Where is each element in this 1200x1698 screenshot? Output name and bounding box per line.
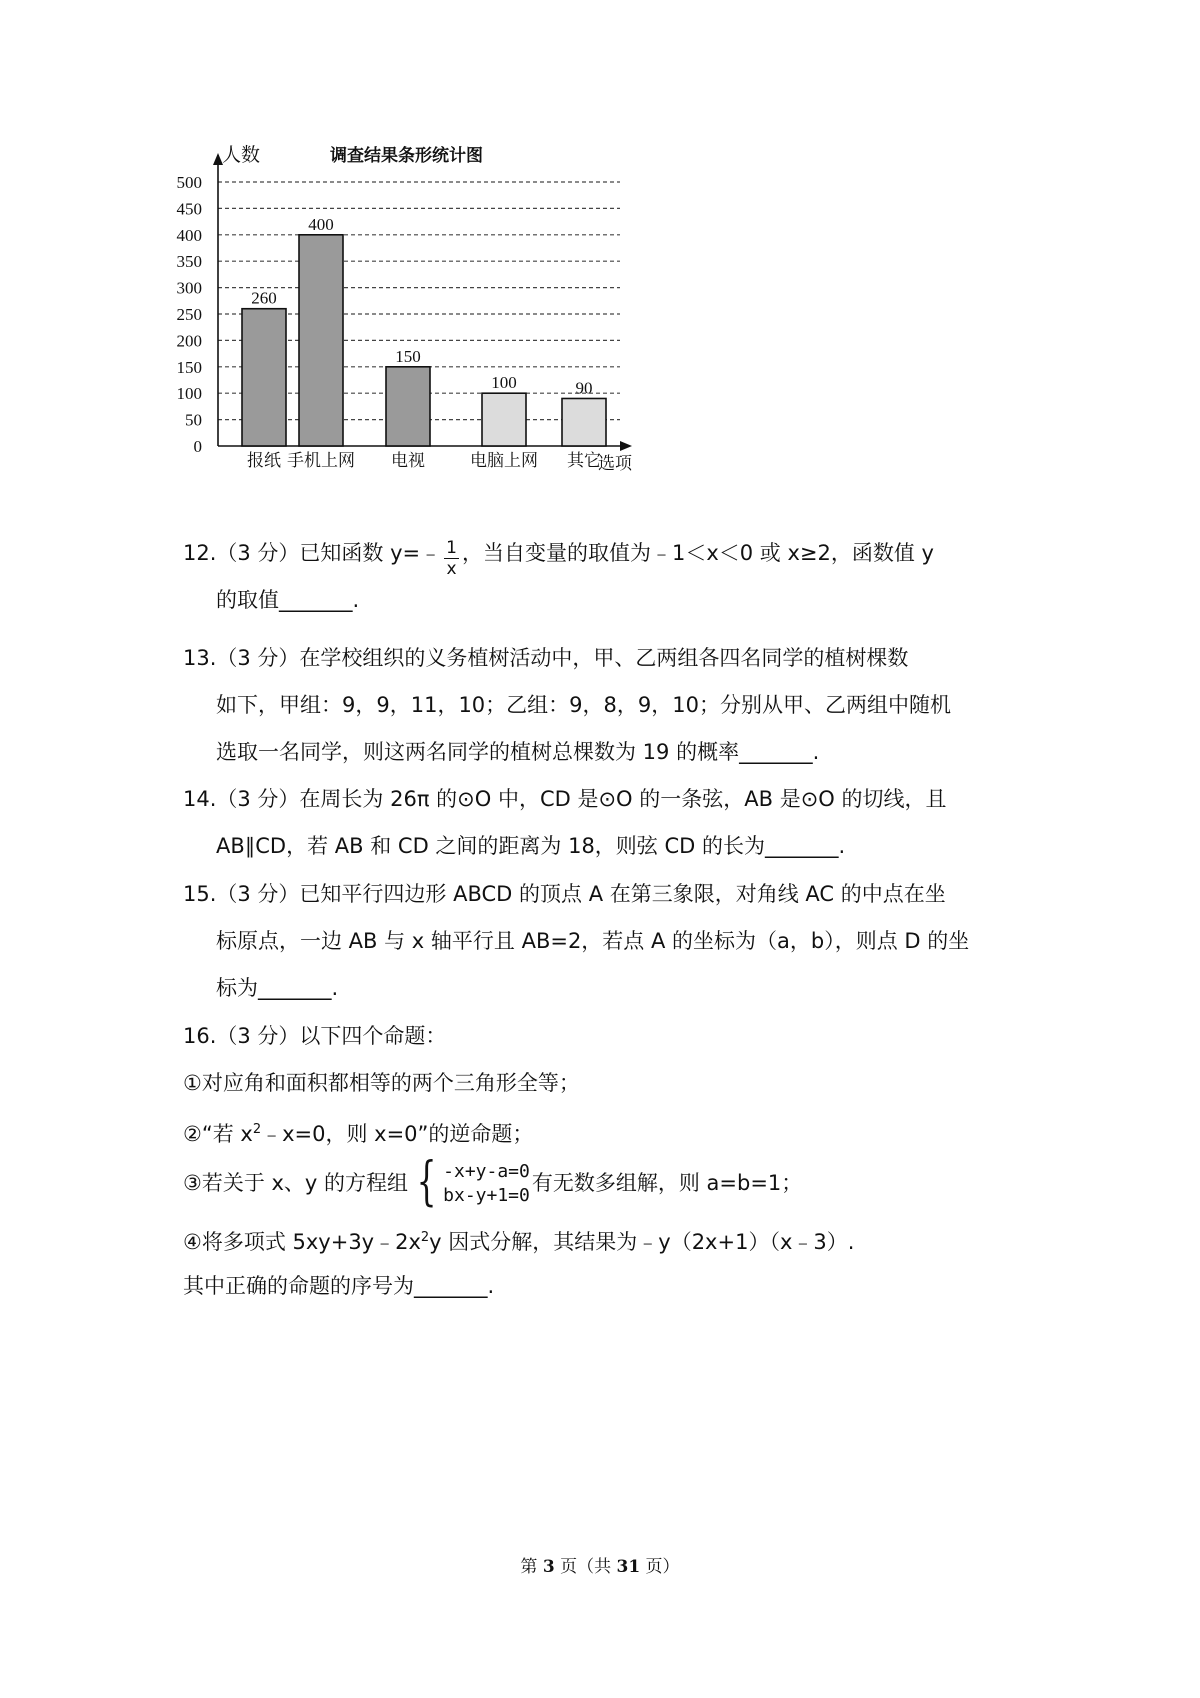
- y-tick-label: 50: [185, 410, 202, 430]
- bar-data-label: 90: [575, 378, 593, 398]
- x-category-label: 电脑上网: [470, 451, 538, 471]
- bar: [299, 235, 343, 446]
- y-tick-label: 250: [176, 305, 202, 324]
- q16-item4-b: y 因式分解，其结果为﹣y（2x+1）（x﹣3）.: [429, 1230, 855, 1254]
- equation-system: [410, 1152, 530, 1212]
- x-category-label: 电视: [391, 451, 425, 471]
- y-tick-label: 150: [176, 357, 202, 377]
- bar: [242, 309, 286, 446]
- q13-line1: 13.（3 分）在学校组织的义务植树活动中，甲、乙两组各四名同学的植树棵数: [183, 646, 909, 670]
- bar-chart: [170, 135, 710, 525]
- brace-symbol: {: [416, 1152, 437, 1212]
- y-tick-label: 350: [176, 252, 202, 272]
- q16-item2-a: ②“若 x: [183, 1122, 253, 1146]
- q15-line2: 标原点，一边 AB 与 x 轴平行且 AB=2，若点 A 的坐标为（a，b），则点 D 的坐: [216, 929, 970, 953]
- q16-item4-a: ④将多项式 5xy+3y﹣2x: [183, 1230, 421, 1254]
- y-tick-label: 500: [176, 173, 202, 192]
- equation-2: bx-y+1=0: [443, 1185, 530, 1206]
- q16-item2-b: ﹣x=0，则 x=0”的逆命题；: [261, 1122, 534, 1146]
- q12-prefix: 12.（3 分）已知函数 y=﹣: [183, 541, 442, 565]
- q16-item-2: [183, 1110, 533, 1154]
- bar: [562, 398, 606, 446]
- q12-suffix: ，当自变量的取值为﹣1＜x＜0 或 x≥2，函数值 y: [461, 541, 934, 565]
- question-12: [183, 530, 934, 624]
- chart-title: 调查结果条形统计图: [330, 146, 483, 166]
- bar-data-label: 100: [491, 373, 517, 393]
- question-15: [183, 871, 969, 1012]
- footer-mid: 页（共: [554, 1557, 617, 1577]
- footer-pre: 第: [520, 1557, 543, 1577]
- x-category-label: 手机上网: [287, 451, 355, 471]
- bar: [482, 393, 526, 446]
- y-tick-label: 200: [176, 331, 202, 351]
- bar-data-label: 150: [395, 346, 421, 366]
- q15-line1: 15.（3 分）已知平行四边形 ABCD 的顶点 A 在第三象限，对角线 AC 的中点在坐: [183, 882, 946, 906]
- bar-chart-svg: [170, 135, 710, 525]
- x-category-label: 报纸: [247, 451, 281, 471]
- question-13: [183, 635, 951, 776]
- q14-line2: AB∥CD，若 AB 和 CD 之间的距离为 18，则弦 CD 的长为_______.: [216, 834, 846, 858]
- x-axis-arrow: [620, 441, 632, 451]
- q15-line3: 标为_______.: [216, 976, 339, 1000]
- q12-frac-numerator: 1: [446, 537, 457, 558]
- question-14: [183, 776, 947, 870]
- footer-total-pages: 31: [616, 1557, 641, 1577]
- y-tick-label: 400: [176, 225, 202, 245]
- q16-item3-b: 有无数多组解，则 a=b=1；: [531, 1171, 803, 1195]
- q12-fraction: [444, 538, 459, 579]
- bar: [386, 367, 430, 446]
- q12-line2: 的取值_______.: [216, 588, 360, 612]
- x-category-label: 其它: [567, 451, 601, 471]
- q12-frac-denominator: x: [446, 558, 457, 579]
- footer-page-number: 3: [542, 1557, 555, 1577]
- q16-item2-sup: 2: [252, 1122, 262, 1137]
- q16-header: 16.（3 分）以下四个命题：: [183, 1024, 447, 1048]
- q13-line2: 如下，甲组：9，9，11，10；乙组：9，8，9，10；分别从甲、乙两组中随机: [216, 693, 951, 717]
- q16-item-3: [183, 1152, 803, 1212]
- y-axis-label: 人数: [222, 144, 261, 166]
- q13-line3: 选取一名同学，则这两名同学的植树总棵数为 19 的概率_______.: [216, 740, 820, 764]
- q16-ending: 其中正确的命题的序号为_______.: [183, 1274, 495, 1298]
- q16-item-1: ①对应角和面积都相等的两个三角形全等；: [183, 1071, 580, 1095]
- bar-data-label: 260: [251, 288, 277, 308]
- footer-post: 页）: [640, 1557, 680, 1577]
- y-tick-label: 100: [176, 384, 202, 404]
- q16-item4-sup: 2: [420, 1230, 430, 1245]
- q14-line1: 14.（3 分）在周长为 26π 的⊙O 中，CD 是⊙O 的一条弦，AB 是⊙O 的切线，且: [183, 787, 947, 811]
- q16-item-4: [183, 1218, 854, 1262]
- y-tick-label: 0: [193, 437, 202, 456]
- y-tick-label: 300: [176, 278, 202, 298]
- q16-item3-a: ③若关于 x、y 的方程组: [183, 1171, 409, 1195]
- equation-1: -x+y-a=0: [443, 1161, 530, 1182]
- x-axis-label: 选项: [598, 454, 632, 474]
- page-footer: [0, 1552, 1200, 1577]
- bar-data-label: 400: [308, 214, 334, 234]
- y-tick-label: 450: [176, 199, 202, 219]
